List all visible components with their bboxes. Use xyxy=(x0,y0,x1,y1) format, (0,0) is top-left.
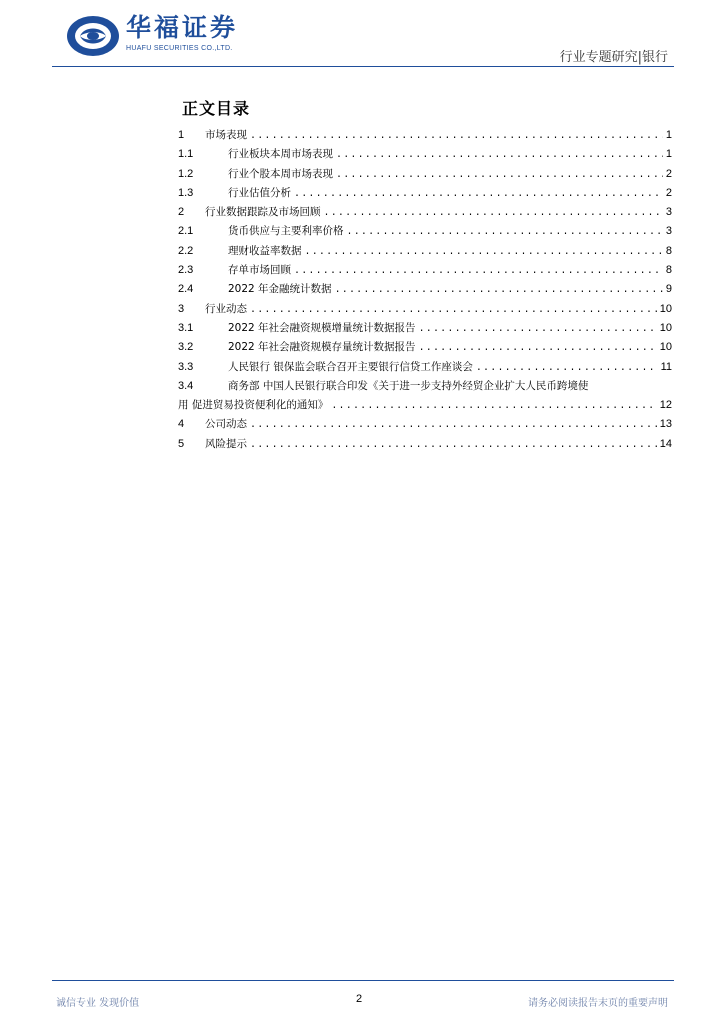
toc-entry-page: 1 xyxy=(665,129,672,141)
toc-entry-number: 3.4 xyxy=(178,379,194,392)
toc-entry-1-3[interactable] xyxy=(178,184,672,203)
toc-leader-dots xyxy=(347,223,663,242)
toc-entry-page: 1 xyxy=(665,148,672,161)
toc-entry-label: 风险提示 xyxy=(205,437,247,450)
footer-divider xyxy=(52,980,674,981)
toc-entry-2-3[interactable] xyxy=(178,261,672,280)
toc-entry-number: 4 xyxy=(178,418,185,431)
toc-leader-dots xyxy=(324,204,663,223)
toc-entry-number: 1 xyxy=(178,129,185,141)
toc-leader-dots xyxy=(419,339,657,358)
toc-entry-number: 1.1 xyxy=(178,148,194,161)
toc-leader-dots xyxy=(331,397,656,416)
toc-entry-label: 人民银行 银保监会联合召开主要银行信贷工作座谈会 xyxy=(228,360,473,373)
toc-entry-page: 12 xyxy=(659,399,672,412)
toc-entry-number: 2.3 xyxy=(178,264,194,277)
toc-entry-page: 2 xyxy=(665,186,672,199)
toc-entry-page: 2 xyxy=(665,167,672,180)
page-header xyxy=(0,0,724,70)
toc-entry-number: 3.3 xyxy=(178,360,194,373)
toc-entry-label: 存单市场回顾 xyxy=(228,264,291,277)
toc-entry-2-1[interactable] xyxy=(178,222,672,241)
toc-entry-number: 3 xyxy=(178,302,185,315)
toc-entry-5[interactable] xyxy=(178,435,672,454)
toc-leader-dots xyxy=(419,320,657,339)
toc-entry-2[interactable] xyxy=(178,203,672,222)
toc-entry-number: 1.2 xyxy=(178,167,194,180)
toc-entry-number: 2 xyxy=(178,206,185,219)
toc-leader-dots xyxy=(336,166,663,185)
toc-leader-dots xyxy=(336,146,663,165)
report-type: 行业专题研究|银行 xyxy=(559,50,668,65)
toc-leader-dots xyxy=(250,127,663,146)
toc-entry-1[interactable] xyxy=(178,126,672,145)
toc-entry-number: 2.1 xyxy=(178,225,194,238)
toc-entry-page: 10 xyxy=(659,341,672,354)
toc-entry-label: 行业个股本周市场表现 xyxy=(228,167,333,180)
toc-entry-number: 1.3 xyxy=(178,186,194,199)
footer-disclaimer: 请务必阅读报告末页的重要声明 xyxy=(528,998,668,1009)
toc-entry-4[interactable] xyxy=(178,415,672,434)
toc-entry-1-2[interactable] xyxy=(178,165,672,184)
toc-entry-page: 13 xyxy=(659,418,672,431)
toc-entry-label: 行业板块本周市场表现 xyxy=(228,148,333,161)
toc-title: 正文目录 xyxy=(182,99,251,118)
toc-leader-dots xyxy=(250,416,657,435)
toc-entry-label: 行业估值分析 xyxy=(228,186,291,199)
toc-entry-3-2[interactable] xyxy=(178,338,672,357)
toc-entry-1-1[interactable] xyxy=(178,145,672,164)
toc-entry-label: 2022 年金融统计数据 xyxy=(228,283,332,296)
toc-entry-2-4[interactable] xyxy=(178,280,672,299)
page-number: 2 xyxy=(356,993,363,1005)
toc-entry-page: 8 xyxy=(665,244,672,257)
toc-entry-label: 行业动态 xyxy=(205,302,247,315)
company-name-en: HUAFU SECURITIES CO.,LTD. xyxy=(126,45,233,52)
toc-leader-dots xyxy=(305,243,663,262)
toc-entry-label: 货币供应与主要利率价格 xyxy=(228,225,344,238)
toc-entry-2-2[interactable] xyxy=(178,242,672,261)
toc-entry-page: 10 xyxy=(659,321,672,334)
toc-entry-label: 商务部 中国人民银行联合印发《关于进一步支持外经贸企业扩大人民币跨境使 xyxy=(228,379,589,392)
toc-entry-3-1[interactable] xyxy=(178,319,672,338)
footer-slogan: 诚信专业 发现价值 xyxy=(56,998,140,1009)
toc-entry-label: 市场表现 xyxy=(205,129,247,141)
toc-entry-number: 2.4 xyxy=(178,283,194,296)
toc-leader-dots xyxy=(294,262,663,281)
toc-entry-number: 2.2 xyxy=(178,244,194,257)
toc-entry-number: 3.2 xyxy=(178,341,194,354)
toc-entry-page: 14 xyxy=(659,437,672,450)
table-of-contents xyxy=(178,126,672,454)
toc-entry-page: 11 xyxy=(660,360,672,373)
toc-entry-number: 3.1 xyxy=(178,321,194,334)
toc-entry-label: 公司动态 xyxy=(205,418,247,431)
toc-entry-3[interactable] xyxy=(178,300,672,319)
huafu-logo-icon xyxy=(66,14,120,58)
company-name-cn: 华福证券 xyxy=(126,13,239,42)
toc-entry-label: 行业数据跟踪及市场回顾 xyxy=(205,206,321,219)
toc-entry-page: 3 xyxy=(665,206,672,219)
toc-entry-page: 10 xyxy=(659,302,672,315)
toc-leader-dots xyxy=(294,185,663,204)
toc-entry-page: 9 xyxy=(665,283,672,296)
toc-entry-page: 3 xyxy=(665,225,672,238)
toc-leader-dots xyxy=(335,281,663,300)
toc-entry-page: 8 xyxy=(665,264,672,277)
toc-entry-label-continued: 用 促进贸易投资便利化的通知》 xyxy=(178,399,329,412)
toc-entry-label: 2022 年社会融资规模存量统计数据报告 xyxy=(228,341,416,354)
toc-entry-3-4[interactable] xyxy=(178,377,672,416)
toc-entry-3-3[interactable] xyxy=(178,358,672,377)
toc-leader-dots xyxy=(250,436,657,455)
header-divider xyxy=(52,66,674,67)
toc-entry-label: 理财收益率数据 xyxy=(228,244,302,257)
toc-entry-number: 5 xyxy=(178,437,185,450)
toc-leader-dots xyxy=(476,359,658,378)
toc-entry-label: 2022 年社会融资规模增量统计数据报告 xyxy=(228,321,416,334)
toc-leader-dots xyxy=(250,301,657,320)
